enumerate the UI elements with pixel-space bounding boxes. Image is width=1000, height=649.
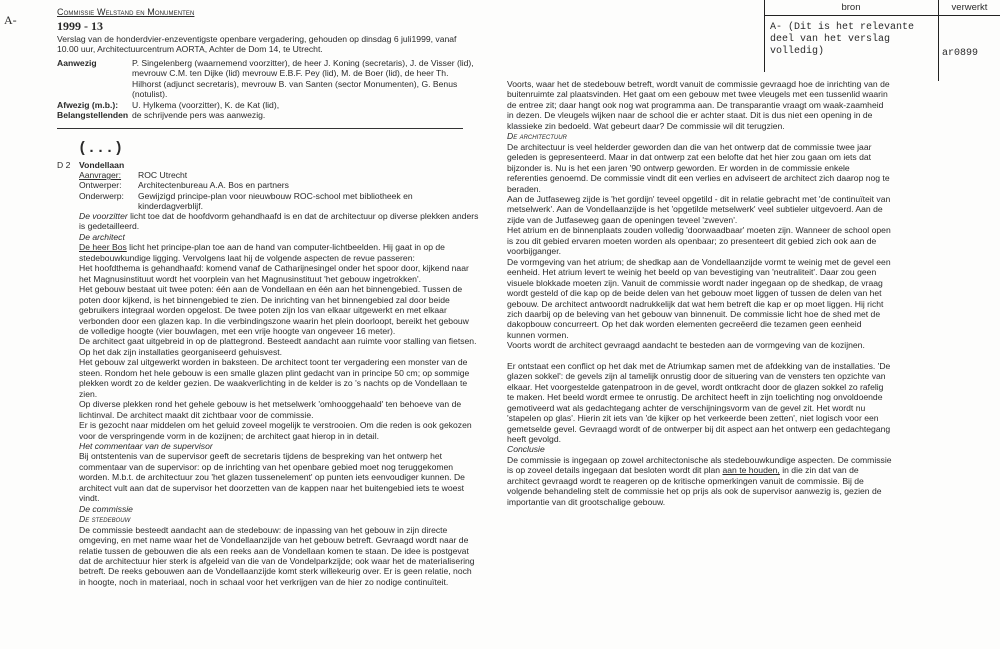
paragraph: De commissie besteedt aandacht aan de stedebouw: de inpassing van het gebouw in zijn directe omgeving, en met name waar het de Vondellaanzijde van het gebouw betreft. Gevraagd wordt naar de relatie tussen de gebouwen die als een reeks aan de Vondellaan komen te staan. De idee is postgevat dat de architectuur hier sterk is afgeleid van die van de Vondelparkzijde; ook waar het de materialisering betreft. De reeks gebouwen aan de Vondellaanzijde komt sterk willekeurig over. Er is geen relatie, noch in hoogte, noch in materiaal, noch in schaal voor het verkrijgen van de hier zo nodige continuïteit. [79, 524, 475, 587]
paragraph: De architect gaat uitgebreid in op de plattegrond. Besteedt aandacht aan ruimte voor stalling van fietsen. Op het dak zijn installaties georganiseerd gehuisvest. [79, 336, 477, 357]
stamp-header-line [764, 15, 1000, 16]
meta-label: Ontwerper: [79, 180, 122, 191]
meta-value: Gewijzigd principe-plan voor nieuwbouw ROC-school met bibliotheek en kinderdagverblijf. [138, 190, 413, 212]
attendance-label: Belangstellenden [57, 110, 129, 121]
meeting-intro: Verslag van de honderdvier-enzeventigste openbare vergadering, gehouden op dinsdag 6 juli1999, vanaf 10.00 uur, Architectuurcentrum AORTA, Achter de Dom 14, te Utrecht. [57, 34, 457, 55]
meta-label: Onderwerp: [79, 190, 124, 201]
attendance-interested [57, 110, 477, 120]
subsection-heading-architectuur: De architectuur [507, 131, 567, 142]
paragraph-text: licht toe dat de hoofdvorm gehandhaafd is en dat de architectuur op diverse plekken anders is gedetailleerd. [79, 211, 479, 232]
right-column [507, 79, 892, 507]
attendance-label: Aanwezig [57, 58, 97, 68]
attendance-value: de schrijvende pers was aanwezig. [132, 110, 266, 121]
agenda-item-number: D 2 [57, 160, 71, 170]
organization-name: Commissie Welstand en Monumenten [57, 7, 195, 17]
paragraph-text: De commissie is ingegaan op zowel architectonische als stedebouwkundige aspecten. De commissie is op zoveel details ingegaan dat besloten wordt dit plan [507, 454, 892, 476]
stamp-processed-code: ar0899 [942, 48, 979, 59]
decision-emphasis: aan te houden, [722, 465, 780, 476]
section-heading-conclusie: Conclusie [507, 444, 545, 455]
stamp-source-note: A- (Dit is het relevante deel van het verslag volledig) [770, 22, 915, 57]
attendance-present [57, 58, 477, 100]
section-heading-architect: De architect [79, 231, 125, 242]
paragraph: De architectuur is veel helderder geworden dan die van het ontwerp dat de commissie twee jaar geleden is gepresenteerd. Maar in dat ontwerp zat een belofte dat het hier zou gaan om iets dat bijzonder is. Nu is het een jaren '90 ontwerp geworden. Er worden in de commissie enkele referenties genoemd. De commissie vindt dit een verlies en adviseert de architect zich daarop nog te beraden. [507, 141, 890, 194]
meta-row [79, 180, 479, 190]
agenda-item-meta [79, 170, 479, 212]
paragraph: Er is gezocht naar middelen om het geluid zoveel mogelijk te verstrooien. Om die reden is ook gekozen voor de verspringende vorm in de kozijnen; de architect gaat hierop in in detail. [79, 420, 472, 441]
meta-row [79, 191, 479, 212]
paragraph [79, 211, 479, 232]
attendance-value: P. Singelenberg (waarnemend voorzitter), de heer J. Koning (secretaris), J. de Visser (lid), mevrouw C.M. ten Dijke (lid) mevrouw E.B.F. Pey (lid), M. de Boer (lid), de heer Th. Hilhorst (adjunct secretaris), mevrouw B. van Santen (sector Monumenten), G. Benus (notulist). [132, 58, 474, 100]
paragraph-gap [507, 351, 892, 361]
section-heading-commissie: De commissie [79, 503, 133, 514]
paragraph: Het gebouw zal uitgewerkt worden in baksteen. De architect toont ter vergadering een monster van de steen. Rondom het hele gebouw is een smalle glazen plint gedacht van in principe 50 cm; op sommige plekken wordt zo de kelder gezien. De waakverlichting in de kelder is zo 's nachts op de Vondellaan te zien. [79, 357, 470, 399]
year-number: 1999 - 13 [57, 19, 103, 33]
stamp-header-verwerkt: verwerkt [951, 2, 988, 13]
attendance-absent [57, 100, 477, 110]
meta-row [79, 170, 479, 180]
attendance-value: U. Hylkema (voorzitter), K. de Kat (lid), [132, 99, 280, 110]
paragraph-text: in die zin dat van de architect gevraagd wordt te reageren op de kritische opmerkingen vanuit de commissie. Bij de volgende behandeling stelt de commissie het op prijs als ook de supervisor aanwezig is, gezien de importantie van dit grootschalige gebouw. [507, 465, 882, 507]
margin-mark: A- [4, 13, 17, 27]
meta-value: ROC Utrecht [138, 170, 188, 180]
paragraph: Op diverse plekken rond het gehele gebouw is het metselwerk 'omhooggehaald' ten behoeve van de lichtinval. De architect maakt dit zichtbaar voor de commissie. [79, 399, 462, 420]
attendance-label: Afwezig (m.b.): [57, 99, 119, 110]
subsection-heading-stedebouw: De stedebouw [79, 514, 131, 525]
meta-label: Aanvrager: [79, 170, 122, 180]
agenda-item-heading [57, 160, 124, 170]
paragraph [79, 242, 479, 263]
paragraph: Voorts, waar het de stedebouw betreft, wordt vanuit de commissie gevraagd hoe de inrichting van de buitenruimte zal plaatsvinden. Het gaat om een gebouw met twee vleugels met een tussenlid waarin de entree zit; daar hangt ook nog wat programma aan. De transparantie vraagt om waak-zaamheid in dezen. De vleugels wijken naar de school die er achter staat. Dit is dus niet een opening in de klassieke zin bedoeld. Wat gebeurt daar? De commissie wil dit terugzien. [507, 79, 890, 131]
paragraph: Voorts wordt de architect gevraagd aandacht te besteden aan de vormgeving van de kozijnen. [507, 340, 865, 351]
header-divider [57, 128, 463, 129]
meta-value: Architectenbureau A.A. Bos en partners [138, 180, 289, 191]
section-heading-supervisor: Het commentaar van de supervisor [79, 440, 213, 451]
left-column [79, 211, 479, 587]
stamp-header-bron: bron [841, 2, 861, 13]
paragraph: Het gebouw bestaat uit twee poten: één aan de Vondellaan en één aan het binnengebied. Tussen de poten door kijkend, is het binnengebied te zien. De inrichting van het binnengebied zal door beide gebruikers integraal worden opgelost. De twee poten zijn los van elkaar uitgewerkt en met elkaar verbonden door een glazen kap. In die verbindingszone waarin het plein doorloopt, bereikt het gebouw de volledige hoogte (vier bouwlagen, met een vrije hoogte van ongeveer 16 meter). [79, 284, 469, 336]
agenda-item-title: Vondellaan [79, 160, 125, 170]
paragraph: De vormgeving van het atrium; de shedkap aan de Vondellaanzijde vormt te weinig met de gevel een eenheid. Het atrium levert te weinig het beeld op van bevestiging van 'neutraliteit'. Daar zou geen visuele blokkade moeten zijn. Vanuit de commissie wordt nader ingegaan op de shedkap, de vraag wordt gesteld of die kap op de beide delen van het gebouw moet liggen of tussen de delen van het gebouw. De architect antwoordt nadrukkelijk dat wat hem betreft die kap er op moet liggen. Hij richt zich daarbij op de beleving van het gebouw van binnenuit. De commissie licht hoe de shed met de dakopbouw concurreert. Op het dak worden elementen gecreëerd die tezamen geen eenheid kunnen vormen. [507, 256, 891, 340]
paragraph: Het atrium en de binnenplaats zouden volledig 'doorwaadbaar' moeten zijn. Wanneer de school open is zou dit gebied ervaren moeten worden als openbaar; zo presenteert dit gebied zich ook aan de voorbijganger. [507, 225, 891, 257]
conclusion-paragraph [507, 455, 892, 507]
paragraph: Aan de Jutfaseweg zijde is 'het gordijn' teveel opgetild - dit in relatie gebracht met 'de continuïteit van metselwerk'. Aan de Vondellaanzijde is het 'opgetilde metselwerk' veel subtieler uitgevoerd. Aan de zijde van de Jutfaseweg gaan de openingen teveel 'zweven'. [507, 193, 891, 225]
attendance-block [57, 58, 477, 120]
paragraph: Het hoofdthema is gehandhaafd: komend vanaf de Catharijnesingel onder het spoor door, kijkend naar het Magnusinstituut wordt het voorplein van het Magnusinstituut 'het gebouw ingetrokken'. [79, 263, 469, 284]
omission-marker: (...) [78, 140, 124, 157]
paragraph: Bij ontstentenis van de supervisor geeft de secretaris tijdens de bespreking van het ontwerp het commentaar van de supervisor: op de inrichting van het openbare gebied moet nog teruggekomen worden. M.b.t. de architectuur zou 'het glazen tussenelement' op punten iets eenvoudiger kunnen. De architect vult aan dat de supervisor het doorzetten van de kappen naar het buitengebied iets te woest vindt. [79, 451, 465, 504]
paragraph: Er ontstaat een conflict op het dak met de Atriumkap samen met de afdekking van de installaties. 'De glazen sokkel': de gevels zijn al tamelijk onrustig door de situering van de vensters ten opzichte van elkaar. Het voorgestelde gatenpatroon in de gevel, wordt ontkracht door de glazen sokkel zo rafelig te maken. Het beeld wordt ermee te onrustig. De architect heeft in zijn toelichting nog onvoldoende gemotiveerd wat als gedachtegang achter de verschijningsvorm van de gevel zit. Het wordt nu 'stapelen op glas'. Hierin zit iets van 'de kijker op het verkeerde been zetten', niet logisch voor een gemetselde gevel. Gevraagd wordt of de ontwerper bij dit aspect aan het ontwerp een gedachtegang heeft gevolgd. [507, 360, 891, 444]
speaker-label: De voorzitter [79, 211, 128, 221]
speaker-label: De heer Bos [79, 242, 127, 253]
paragraph-text: licht het principe-plan toe aan de hand van computer-lichtbeelden. Hij gaat in op de stedebouwkundige ligging. Vervolgens laat hij de volgende aspecten de revue passeren: [79, 242, 445, 263]
